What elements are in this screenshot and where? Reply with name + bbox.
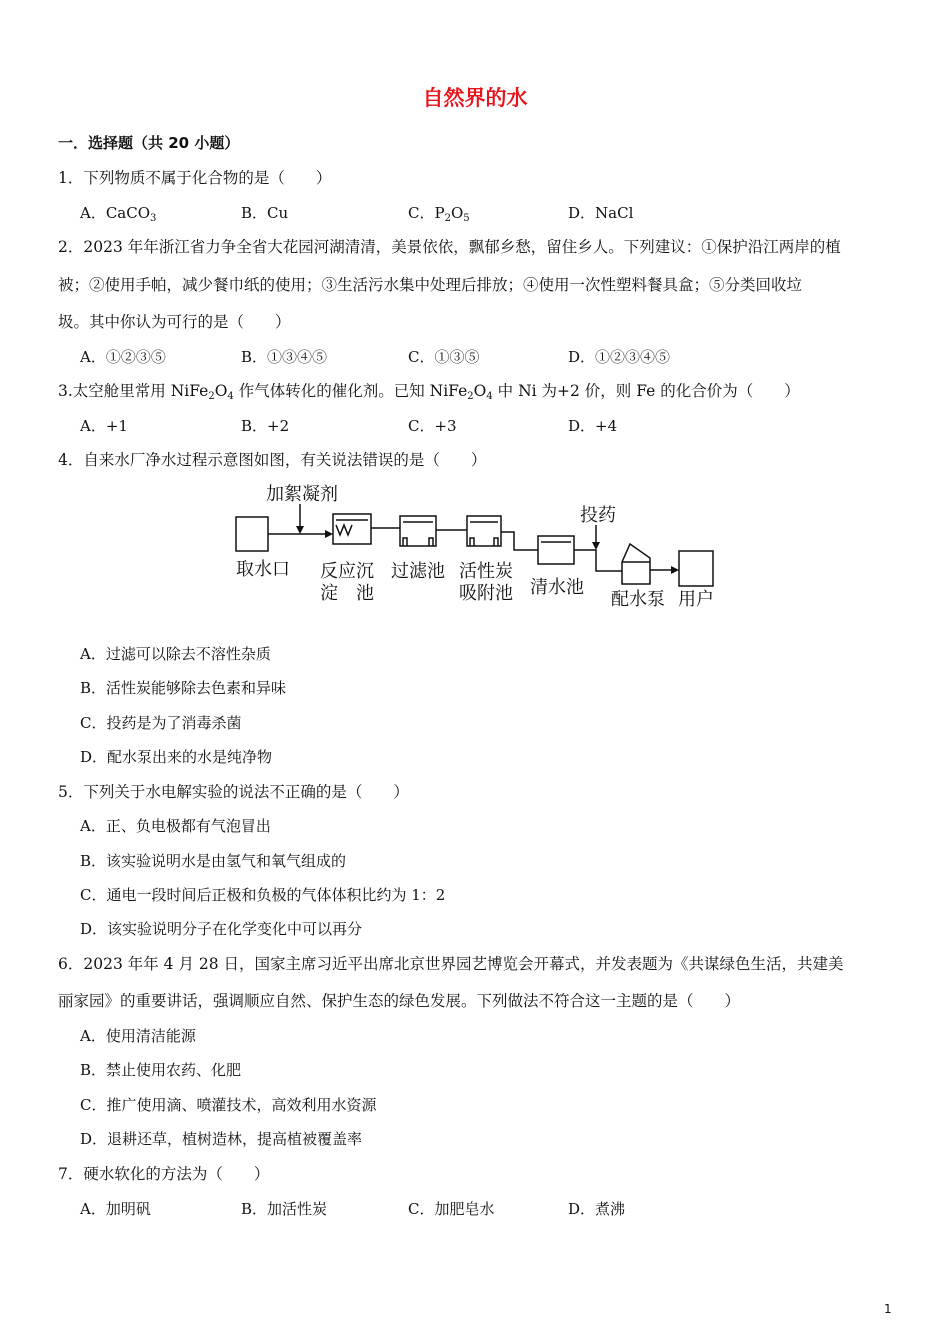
carbon-tank <box>467 516 501 546</box>
label-dosing: 投药 <box>580 505 616 526</box>
question-2-stem-line-1: 2．2023 年年浙江省力争全省大花园河湖清清，美景依依，飘郁乡愁，留住乡人。下列建议：①保护沿江两岸的植 <box>58 238 841 256</box>
q3-option-c[interactable]: C．+3 <box>408 417 457 435</box>
q2-option-b[interactable]: B．①③④⑤ <box>241 348 328 366</box>
reaction-tank <box>333 514 371 544</box>
q1-option-c[interactable]: C．$P_2O_5$ <box>408 204 470 224</box>
q6-option-a[interactable]: A．使用清洁能源 <box>80 1027 196 1045</box>
page-number: 1 <box>884 1302 892 1316</box>
question-4-stem: 4．自来水厂净水过程示意图如图，有关说法错误的是（ ） <box>58 451 487 469</box>
q4-option-c[interactable]: C．投药是为了消毒杀菌 <box>80 714 242 732</box>
label-intake: 取水口 <box>236 559 290 580</box>
q4-option-b[interactable]: B．活性炭能够除去色素和异味 <box>80 679 287 697</box>
clear-water-tank <box>538 536 574 564</box>
q6-option-b[interactable]: B．禁止使用农药、化肥 <box>80 1061 242 1079</box>
q6-option-c[interactable]: C．推广使用滴、喷灌技术，高效利用水资源 <box>80 1096 377 1114</box>
q7-option-b[interactable]: B．加活性炭 <box>241 1200 328 1218</box>
user-box <box>679 551 713 586</box>
q5-option-d[interactable]: D．该实验说明分子在化学变化中可以再分 <box>80 920 363 938</box>
intake-box <box>236 517 268 551</box>
q3-option-a[interactable]: A．+1 <box>80 417 128 435</box>
q2-option-a[interactable]: A．①②③⑤ <box>80 348 166 366</box>
q6-option-d[interactable]: D．退耕还草，植树造林，提高植被覆盖率 <box>80 1130 363 1148</box>
q2-option-d[interactable]: D．①②③④⑤ <box>568 348 671 366</box>
q1-option-b[interactable]: B．Cu <box>241 204 289 222</box>
q7-option-d[interactable]: D．煮沸 <box>568 1200 626 1218</box>
label-user: 用户 <box>678 589 714 610</box>
question-3-stem: 3.太空舱里常用 $NiFe_2O_4$ 作气体转化的催化剂。已知 $NiFe_2O_4$ 中 Ni 为+2 价，则 Fe 的化合价为（ ） <box>58 382 800 402</box>
q1-option-d[interactable]: D．NaCl <box>568 204 634 222</box>
pump-shape <box>622 544 650 584</box>
q4-option-a[interactable]: A．过滤可以除去不溶性杂质 <box>80 645 271 663</box>
question-1-stem: 1．下列物质不属于化合物的是（ ） <box>58 169 332 187</box>
q3-option-d[interactable]: D．+4 <box>568 417 618 435</box>
q5-option-a[interactable]: A．正、负电极都有气泡冒出 <box>80 817 271 835</box>
q2-option-c[interactable]: C．①③⑤ <box>408 348 480 366</box>
q3-option-b[interactable]: B．+2 <box>241 417 290 435</box>
label-pump: 配水泵 <box>611 589 665 610</box>
q7-option-a[interactable]: A．加明矾 <box>80 1200 151 1218</box>
section-heading: 一．选择题（共 20 小题） <box>58 134 240 152</box>
water-treatment-diagram <box>225 478 725 618</box>
label-reaction-line-2: 淀 池 <box>320 583 374 604</box>
q7-option-c[interactable]: C．加肥皂水 <box>408 1200 495 1218</box>
question-6-stem-line-1: 6．2023 年年 4 月 28 日，国家主席习近平出席北京世界园艺博览会开幕式，并发表题为《共谋绿色生活，共建美 <box>58 955 844 973</box>
q1-option-a[interactable]: A．CaCO$_3$ <box>80 204 157 224</box>
label-clear-water: 清水池 <box>530 577 584 598</box>
question-6-stem-line-2: 丽家园》的重要讲话，强调顺应自然、保护生态的绿色发展。下列做法不符合这一主题的是（ ） <box>58 992 741 1010</box>
question-5-stem: 5．下列关于水电解实验的说法不正确的是（ ） <box>58 783 409 801</box>
page-title: 自然界的水 <box>422 86 528 110</box>
label-filter: 过滤池 <box>391 561 445 582</box>
label-carbon-line-2: 吸附池 <box>459 583 513 604</box>
question-2-stem-line-2: 被；②使用手帕，减少餐巾纸的使用；③生活污水集中处理后排放；④使用一次性塑料餐具盒；⑤分类回收垃 <box>58 276 803 294</box>
label-reaction-line-1: 反应沉 <box>320 561 374 582</box>
q5-option-c[interactable]: C．通电一段时间后正极和负极的气体体积比约为 1：2 <box>80 886 446 904</box>
q4-option-d[interactable]: D．配水泵出来的水是纯净物 <box>80 748 273 766</box>
question-2-stem-line-3: 圾。其中你认为可行的是（ ） <box>58 313 291 331</box>
q5-option-b[interactable]: B．该实验说明水是由氢气和氧气组成的 <box>80 852 347 870</box>
filter-tank <box>400 516 436 546</box>
label-coagulant: 加絮凝剂 <box>266 484 338 505</box>
label-carbon-line-1: 活性炭 <box>459 561 513 582</box>
question-7-stem: 7．硬水软化的方法为（ ） <box>58 1165 270 1183</box>
